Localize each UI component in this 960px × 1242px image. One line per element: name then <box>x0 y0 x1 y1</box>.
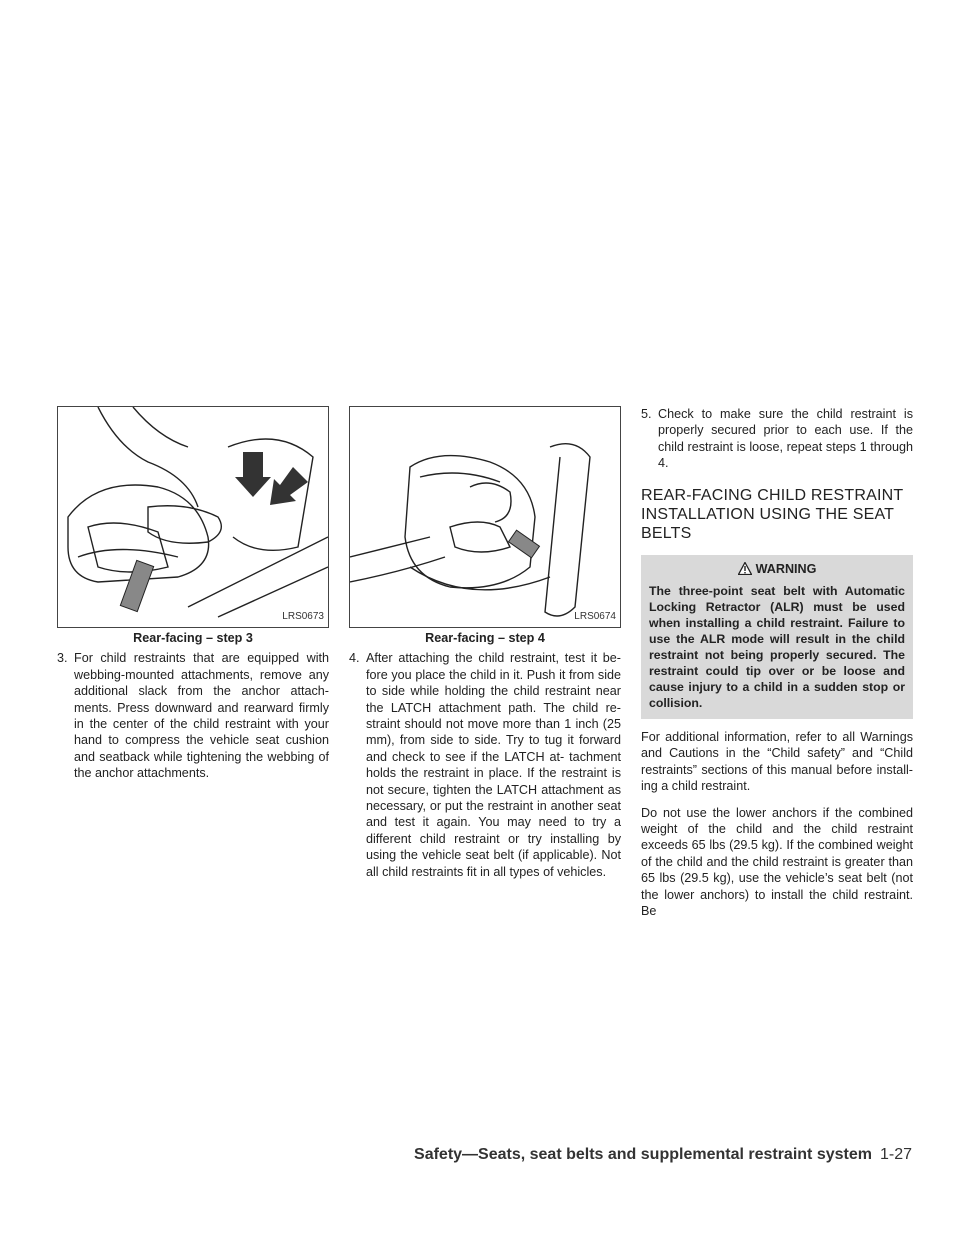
footer-section-title: Safety—Seats, seat belts and supplemental restraint system <box>414 1146 872 1163</box>
paragraph: For additional information, refer to all Warnings and Cautions in the “Child safety” and “Child restraints” sections of this manual before install- ing a child restraint. <box>641 730 913 794</box>
column-1 <box>57 406 329 782</box>
figure-id: LRS0673 <box>282 610 324 622</box>
section-heading: REAR-FACING CHILD RESTRAINT INSTALLATION USING THE SEAT BELTS <box>641 486 904 542</box>
figure-caption: Rear-facing – step 4 <box>425 631 545 645</box>
figure-rear-facing-step-4 <box>349 406 621 628</box>
paragraph: Do not use the lower anchors if the combined weight of the child and the child restraint exceeds 65 lbs (29.5 kg). If the combined weight of the child and the child restraint is greater than 65 lbs (29.5 kg), use the vehicle’s seat belt (not the lower anchors) to install the child restraint. Be <box>641 805 913 919</box>
step-text: Check to make sure the child restraint is properly secured prior to each use. If the child restraint is loose, repeat steps 1 through 4. <box>658 407 913 471</box>
warning-triangle-icon <box>738 562 752 575</box>
step-number: 4. <box>349 651 360 666</box>
warning-text: The three-point seat belt with Automatic Locking Retractor (ALR) must be used when installing a child restraint. Failure to use the ALR mode will result in the child restraint not being properly secured. The restraint could tip over or be loose and cause injury to a child in a sudden stop or collision. <box>649 584 905 711</box>
column-2 <box>349 406 621 880</box>
figure-caption: Rear-facing – step 3 <box>133 631 253 645</box>
figure-rear-facing-step-3 <box>57 406 329 628</box>
step-text: After attaching the child restraint, test it be- fore you place the child in it. Push it from side to side while holding the child restraint near the LATCH attachment path. The child re- straint should not move more than 1 inch (25 mm), from side to side. Try to tug it forward and check to see if the LATCH at- tachment holds the restraint in place. If the restraint is not secure, tighten the LATCH attachment as necessary, or put the restraint in another seat and test it again. You may need to try a different child restraint or try installing by using the vehicle seat belt (if applicable). Not all child restraints fit in all types of vehicles. <box>366 651 621 879</box>
warning-box <box>641 555 913 719</box>
step-4 <box>349 650 621 880</box>
step-number: 5. <box>641 407 652 421</box>
step-text: For child restraints that are equipped with webbing-mounted attachments, remove any additional slack from the anchor attach- ments. Press downward and rearward firmly in the center of the child restraint with your hand to compress the vehicle seat cushion and seatback while tightening the webbing of the anchor attachments. <box>74 651 329 781</box>
illustration-step-4 <box>350 407 620 627</box>
column-3 <box>641 406 913 930</box>
warning-header <box>649 561 905 577</box>
figure-id: LRS0674 <box>574 610 616 622</box>
page-number: 1-27 <box>879 1146 912 1163</box>
step-5 <box>641 406 913 472</box>
illustration-step-3 <box>58 407 328 627</box>
page-footer <box>414 1146 912 1164</box>
warning-label: WARNING <box>755 561 817 576</box>
step-3 <box>57 650 329 781</box>
step-number: 3. <box>57 651 68 666</box>
